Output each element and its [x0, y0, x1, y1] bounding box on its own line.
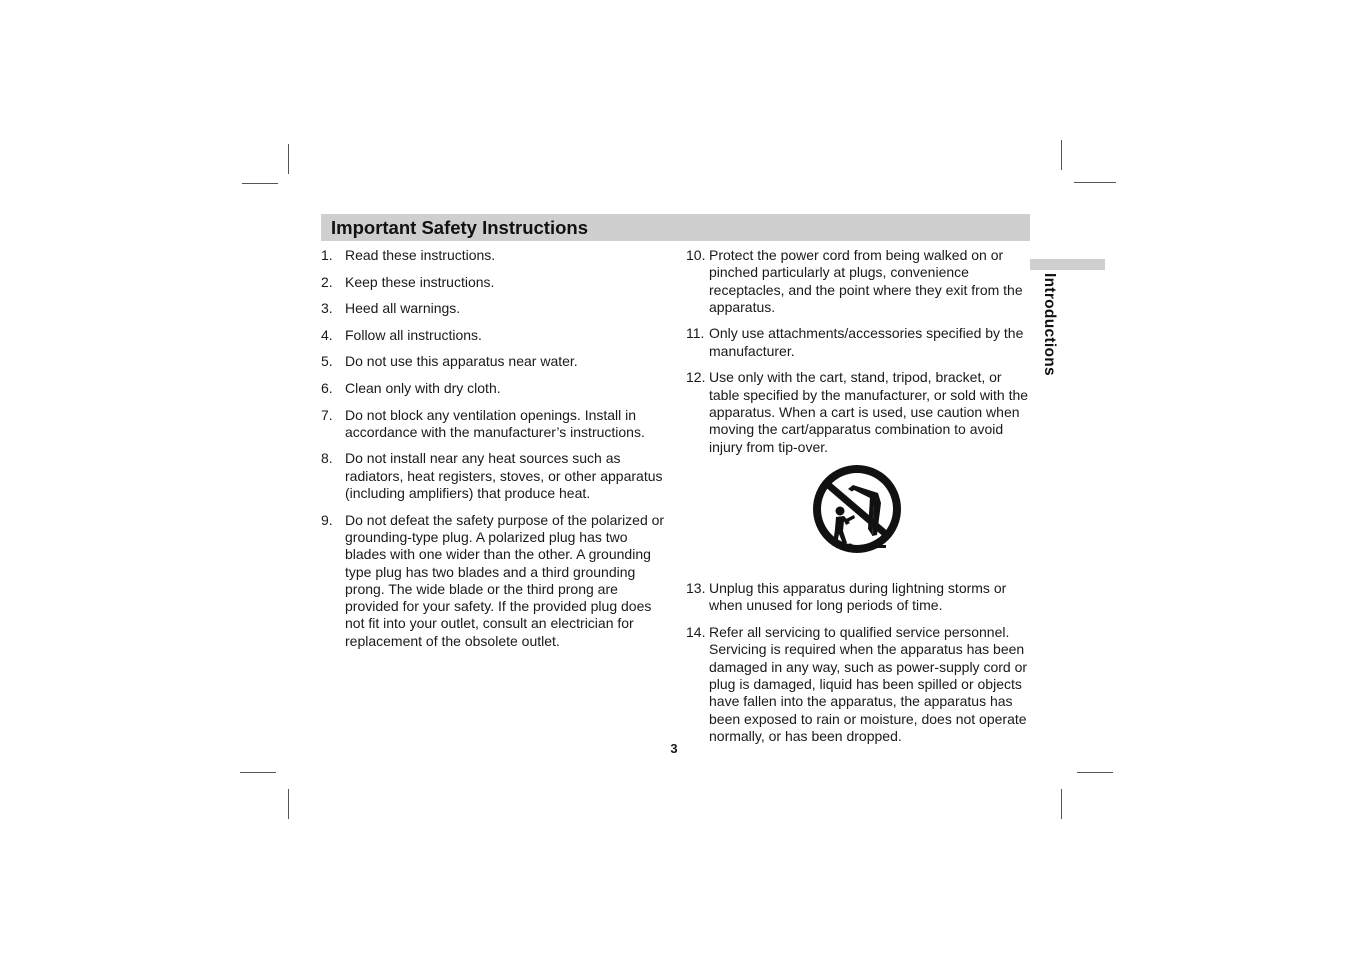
item-text: Follow all instructions. — [345, 326, 482, 343]
item-number: 1. — [321, 247, 333, 263]
item-number: 10. — [686, 247, 706, 263]
item-text: Use only with the cart, stand, tripod, bracket, or table specified by the manufacturer, or sold with the apparatus. When a cart is used, use caution when moving the cart/apparatus combination to avoid injury from tip-over. — [709, 369, 1029, 455]
item-number: 5. — [321, 353, 333, 370]
list-item — [321, 380, 671, 397]
list-item — [321, 247, 671, 264]
item-text: Do not install near any heat sources such as radiators, heat registers, stoves, or other apparatus (including amplifiers) that produce heat. — [345, 450, 663, 502]
item-text: Protect the power cord from being walked on or pinched particularly at plugs, convenience receptacles, and the point where they exit from the apparatus. — [709, 247, 1023, 315]
crop-mark — [288, 144, 289, 174]
list-item — [686, 325, 1031, 360]
instruction-list — [321, 247, 671, 650]
list-item — [321, 450, 671, 502]
left-column — [321, 247, 671, 659]
item-number: 7. — [321, 406, 333, 423]
instruction-list — [686, 580, 1031, 745]
item-number: 9. — [321, 511, 333, 528]
item-text: Refer all servicing to qualified service personnel. Servicing is required when the apparatus has been damaged in any way, such as power-supply cord or plug is damaged, liquid has been spilled or objects have fallen into the apparatus, the apparatus has been exposed to rain or moisture, does not operate normally, or has been dropped. — [709, 624, 1028, 744]
crop-mark — [240, 772, 276, 773]
item-text: Unplug this apparatus during lightning storms or when unused for long periods of time. — [709, 580, 1007, 614]
list-item — [686, 580, 1031, 615]
item-number: 2. — [321, 273, 333, 290]
crop-mark — [242, 183, 278, 184]
item-text: Read these instructions. — [345, 247, 496, 263]
item-number: 14. — [686, 624, 706, 641]
list-item — [686, 247, 1031, 316]
crop-mark — [1061, 789, 1062, 819]
cart-tip-over-warning-icon — [810, 463, 904, 557]
item-text: Clean only with dry cloth. — [345, 379, 501, 396]
list-item — [321, 274, 671, 291]
item-text: Do not block any ventilation openings. Install in accordance with the manufacturer’s instructions. — [345, 406, 645, 440]
list-item — [321, 407, 671, 442]
crop-mark — [288, 789, 289, 819]
crop-mark — [1061, 140, 1062, 170]
instruction-list — [686, 247, 1031, 456]
item-number: 12. — [686, 369, 706, 386]
crop-mark — [1077, 772, 1113, 773]
item-number: 11. — [686, 325, 705, 342]
item-number: 4. — [321, 326, 333, 343]
section-tab — [1030, 259, 1105, 270]
item-text: Keep these instructions. — [345, 273, 495, 290]
item-number: 13. — [686, 580, 706, 597]
item-number: 3. — [321, 300, 333, 317]
page-number: 3 — [670, 741, 678, 756]
item-text: Do not use this apparatus near water. — [345, 353, 578, 370]
page-title: Important Safety Instructions — [321, 214, 1030, 241]
list-item — [321, 327, 671, 344]
crop-mark — [1074, 182, 1116, 183]
list-item — [321, 300, 671, 317]
section-tab-label: Introductions — [1041, 273, 1058, 376]
list-item — [321, 353, 671, 370]
item-number: 8. — [321, 450, 333, 467]
list-item — [686, 624, 1031, 745]
item-text: Only use attachments/accessories specified by the manufacturer. — [709, 325, 1024, 359]
list-item — [321, 512, 671, 650]
list-item — [686, 369, 1031, 455]
item-number: 6. — [321, 379, 333, 396]
item-text: Heed all warnings. — [345, 300, 461, 317]
item-text: Do not defeat the safety purpose of the polarized or grounding-type plug. A polarized plug has two blades with one wider than the other. A grounding type plug has two blades and a third grounding prong. The wide blade or the third prong are provided for your safety. If the provided plug does not fit into your outlet, consult an electrician for replacement of the obsolete outlet. — [345, 511, 665, 649]
